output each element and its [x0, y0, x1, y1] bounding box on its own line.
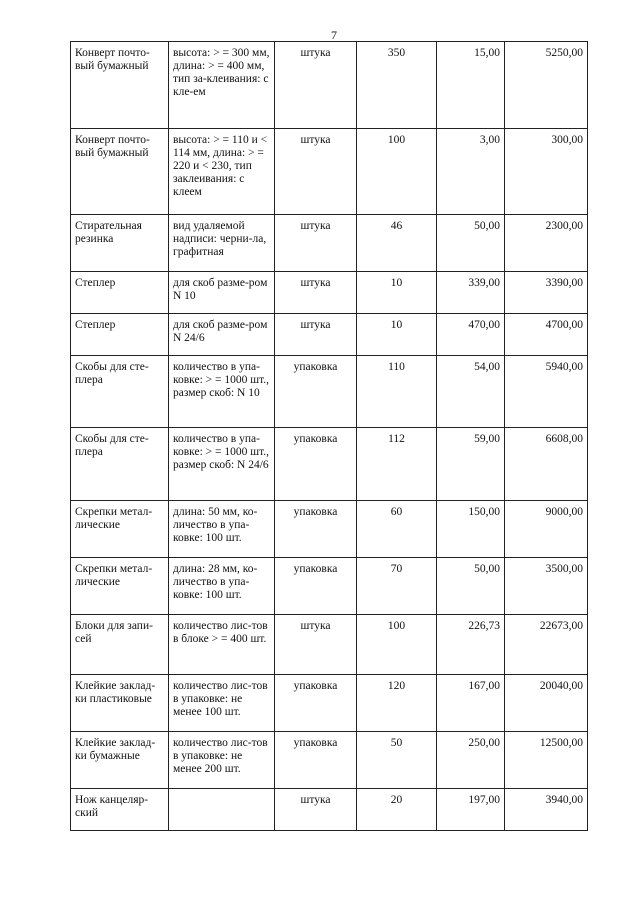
table-row — [71, 129, 588, 215]
item-name-cell: Степлер — [71, 272, 169, 314]
item-unit-cell: штука — [275, 789, 357, 831]
item-unit-cell: штука — [275, 615, 357, 675]
item-price-cell: 15,00 — [437, 42, 505, 129]
item-name-cell: Скрепки метал-лические — [71, 501, 169, 558]
item-total-cell: 12500,00 — [505, 732, 588, 789]
item-qty-cell: 120 — [357, 675, 437, 732]
item-unit-cell: упаковка — [275, 356, 357, 428]
item-name-cell: Конверт почто-вый бумажный — [71, 42, 169, 129]
item-unit-cell: упаковка — [275, 732, 357, 789]
item-total-cell: 3500,00 — [505, 558, 588, 615]
table-row — [71, 558, 588, 615]
item-total-cell: 3940,00 — [505, 789, 588, 831]
item-qty-cell: 20 — [357, 789, 437, 831]
item-price-cell: 50,00 — [437, 215, 505, 272]
item-qty-cell: 100 — [357, 129, 437, 215]
item-price-cell: 339,00 — [437, 272, 505, 314]
item-name-cell: Скрепки метал-лические — [71, 558, 169, 615]
item-unit-cell: штука — [275, 42, 357, 129]
item-qty-cell: 10 — [357, 272, 437, 314]
item-price-cell: 197,00 — [437, 789, 505, 831]
table-row — [71, 356, 588, 428]
item-unit-cell: упаковка — [275, 675, 357, 732]
item-spec-cell: длина: 50 мм, ко-личество в упа-ковке: 100 шт. — [169, 501, 275, 558]
item-qty-cell: 46 — [357, 215, 437, 272]
table-row — [71, 42, 588, 129]
item-price-cell: 470,00 — [437, 314, 505, 356]
item-qty-cell: 10 — [357, 314, 437, 356]
item-total-cell: 5250,00 — [505, 42, 588, 129]
item-spec-cell: количество лис-тов в блоке > = 400 шт. — [169, 615, 275, 675]
item-price-cell: 3,00 — [437, 129, 505, 215]
item-unit-cell: упаковка — [275, 428, 357, 501]
item-unit-cell: штука — [275, 314, 357, 356]
item-spec-cell: высота: > = 300 мм, длина: > = 400 мм, тип за-клеивания: с кле-ем — [169, 42, 275, 129]
table-row — [71, 272, 588, 314]
item-name-cell: Степлер — [71, 314, 169, 356]
item-spec-cell: высота: > = 110 и < 114 мм, длина: > = 220 и < 230, тип заклеивания: с клеем — [169, 129, 275, 215]
item-qty-cell: 112 — [357, 428, 437, 501]
item-total-cell: 4700,00 — [505, 314, 588, 356]
item-unit-cell: упаковка — [275, 501, 357, 558]
item-spec-cell: количество в упа-ковке: > = 1000 шт., размер скоб: N 10 — [169, 356, 275, 428]
table-row — [71, 675, 588, 732]
item-price-cell: 59,00 — [437, 428, 505, 501]
item-name-cell: Стирательная резинка — [71, 215, 169, 272]
table-row — [71, 615, 588, 675]
item-unit-cell: упаковка — [275, 558, 357, 615]
item-spec-cell: количество в упа-ковке: > = 1000 шт., размер скоб: N 24/6 — [169, 428, 275, 501]
table-row — [71, 789, 588, 831]
item-qty-cell: 70 — [357, 558, 437, 615]
item-name-cell: Клейкие заклад-ки бумажные — [71, 732, 169, 789]
item-spec-cell: длина: 28 мм, ко-личество в упа-ковке: 100 шт. — [169, 558, 275, 615]
item-price-cell: 50,00 — [437, 558, 505, 615]
item-qty-cell: 110 — [357, 356, 437, 428]
item-qty-cell: 60 — [357, 501, 437, 558]
page-number: 7 — [331, 28, 337, 42]
item-price-cell: 250,00 — [437, 732, 505, 789]
table-row — [71, 501, 588, 558]
table-row — [71, 428, 588, 501]
item-name-cell: Скобы для сте-плера — [71, 428, 169, 501]
item-price-cell: 167,00 — [437, 675, 505, 732]
item-price-cell: 150,00 — [437, 501, 505, 558]
table-row — [71, 314, 588, 356]
item-spec-cell: для скоб разме-ром N 10 — [169, 272, 275, 314]
item-unit-cell: штука — [275, 129, 357, 215]
item-spec-cell — [169, 789, 275, 831]
item-qty-cell: 100 — [357, 615, 437, 675]
item-unit-cell: штука — [275, 215, 357, 272]
item-name-cell: Конверт почто-вый бумажный — [71, 129, 169, 215]
item-total-cell: 3390,00 — [505, 272, 588, 314]
item-total-cell: 300,00 — [505, 129, 588, 215]
item-total-cell: 22673,00 — [505, 615, 588, 675]
item-name-cell: Клейкие заклад-ки пластиковые — [71, 675, 169, 732]
item-total-cell: 5940,00 — [505, 356, 588, 428]
table-row — [71, 732, 588, 789]
item-spec-cell: вид удаляемой надписи: черни-ла, графитная — [169, 215, 275, 272]
item-total-cell: 2300,00 — [505, 215, 588, 272]
item-name-cell: Блоки для запи-сей — [71, 615, 169, 675]
table-row — [71, 215, 588, 272]
item-price-cell: 226,73 — [437, 615, 505, 675]
procurement-table — [70, 41, 588, 831]
item-total-cell: 20040,00 — [505, 675, 588, 732]
item-total-cell: 9000,00 — [505, 501, 588, 558]
item-spec-cell: количество лис-тов в упаковке: не менее 200 шт. — [169, 732, 275, 789]
item-spec-cell: количество лис-тов в упаковке: не менее 100 шт. — [169, 675, 275, 732]
item-qty-cell: 350 — [357, 42, 437, 129]
item-name-cell: Нож канцеляр-ский — [71, 789, 169, 831]
item-qty-cell: 50 — [357, 732, 437, 789]
item-total-cell: 6608,00 — [505, 428, 588, 501]
item-spec-cell: для скоб разме-ром N 24/6 — [169, 314, 275, 356]
item-name-cell: Скобы для сте-плера — [71, 356, 169, 428]
item-unit-cell: штука — [275, 272, 357, 314]
item-price-cell: 54,00 — [437, 356, 505, 428]
